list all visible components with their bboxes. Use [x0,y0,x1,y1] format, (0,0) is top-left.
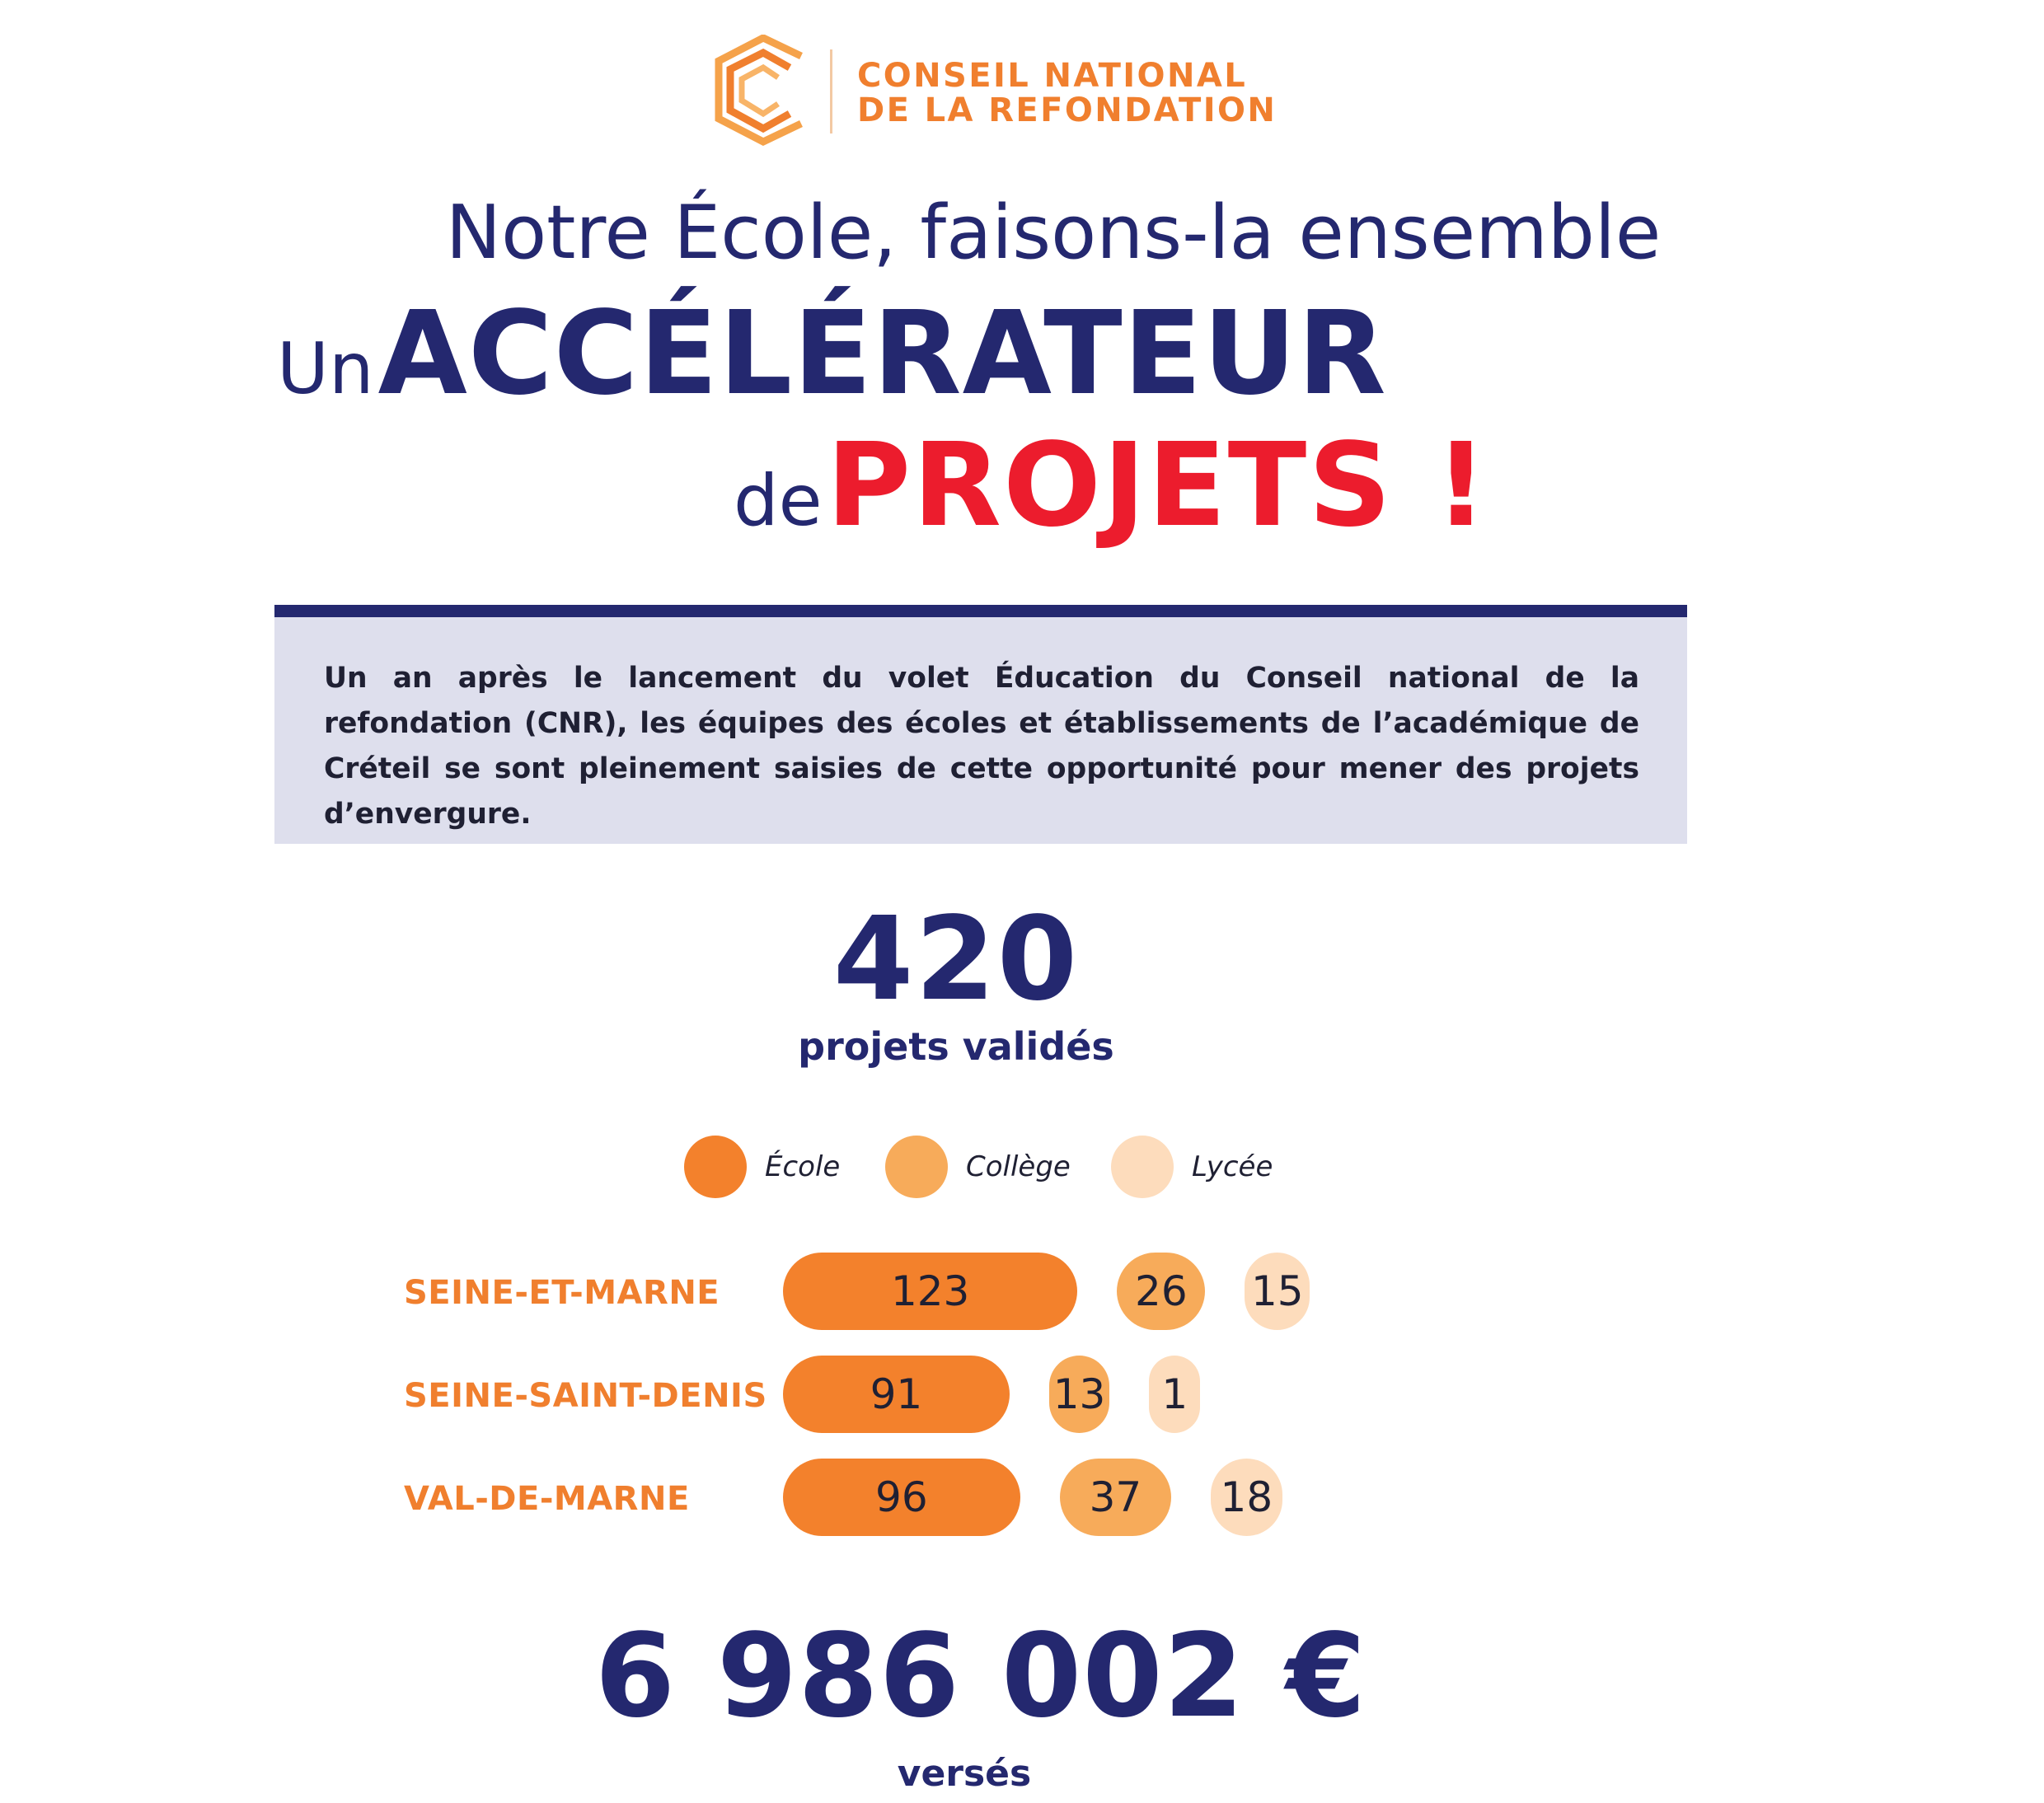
intro-text: Un an après le lancement du volet Éducation du Conseil national de la refondation (CNR), les équipes des écoles et établissements de l’académique de Créteil se sont pleinement saisies de cette opportunité pour mener des projets d’envergure. [324,662,1639,831]
bar-val-de-marne-college [1060,1459,1171,1536]
bar-val-de-marne-lycee [1211,1459,1282,1536]
row-label-seine-saint-denis: SEINE-SAINT-DENIS [404,1377,767,1415]
title-main: ACCÉLÉRATEUR [377,287,1387,421]
bar-seine-saint-denis-ecole [783,1356,1010,1433]
page-title-line2 [734,420,1489,587]
bar-value-label: 26 [1135,1267,1188,1315]
legend-label-ecole: École [765,1150,841,1183]
cnr-logo-icon [709,35,816,147]
bar-value-label: 91 [870,1370,923,1418]
row-label-seine-et-marne: SEINE-ET-MARNE [404,1274,720,1312]
bar-value-label: 123 [890,1267,970,1315]
intro-rule [274,605,1687,617]
bar-seine-et-marne-college [1117,1253,1205,1330]
bar-value-label: 18 [1220,1473,1273,1521]
title-highlight: PROJETS ! [826,419,1489,553]
title-prefix: Un [277,328,374,410]
legend-dot-lycee [1111,1136,1174,1198]
title-prefix2: de [734,460,823,542]
bar-seine-saint-denis-college [1049,1356,1110,1433]
bar-val-de-marne-ecole [783,1459,1020,1536]
bar-value-label: 13 [1052,1370,1106,1418]
bar-seine-et-marne-lycee [1245,1253,1310,1330]
legend-label-college: Collège [966,1150,1071,1183]
amount-label: versés [897,1753,1032,1795]
bar-seine-saint-denis-lycee [1149,1356,1200,1433]
legend-label-lycee: Lycée [1192,1150,1273,1183]
projects-count: 420 [832,892,1080,1027]
bar-value-label: 1 [1161,1370,1188,1418]
logo-text-line2: DE LA REFONDATION [857,91,1278,129]
bar-value-label: 37 [1089,1473,1142,1521]
bar-seine-et-marne-ecole [783,1253,1077,1330]
legend-dot-college [885,1136,948,1198]
legend-dot-ecole [684,1136,747,1198]
page-subtitle: Notre École, faisons-la ensemble [445,190,1662,276]
amount-total: 6 986 002 € [594,1609,1367,1744]
row-label-val-de-marne: VAL-DE-MARNE [404,1480,690,1518]
logo-text-line1: CONSEIL NATIONAL [857,57,1248,95]
bar-value-label: 96 [875,1473,928,1521]
projects-label: projets validés [798,1024,1114,1069]
bar-value-label: 15 [1250,1267,1304,1315]
logo-divider [830,49,832,133]
